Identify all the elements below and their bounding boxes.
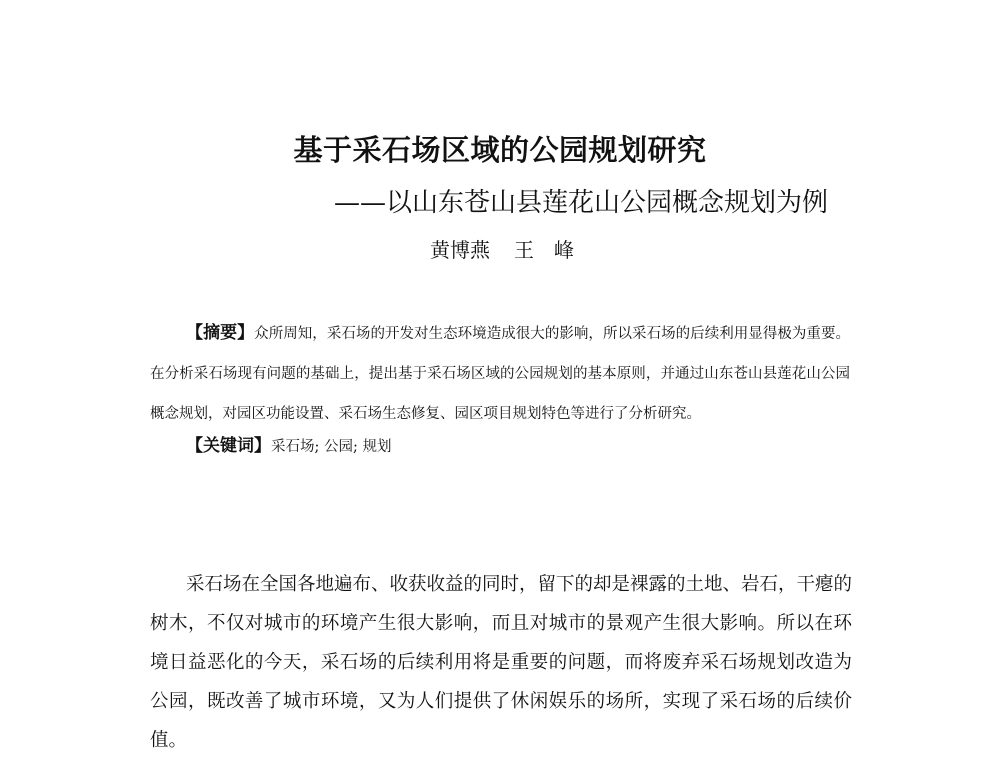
body-paragraph	[150, 565, 852, 760]
author-name: 王 峰	[514, 238, 574, 262]
paper-subtitle: ——以山东苍山县莲花山公园概念规划为例	[334, 188, 829, 218]
keywords	[150, 426, 850, 467]
abstract-text: 众所周知，采石场的开发对生态环境造成很大的影响，所以采石场的后续利用显得极为重要。在分析采石场现有问题的基础上，提出基于采石场区域的公园规划的基本原则，并通过山东苍山县莲花山公园概念规划，对园区功能设置、采石场生态修复、园区项目规划特色等进行了分析研究。	[150, 326, 851, 422]
paper-title: 基于采石场区域的公园规划研究	[293, 133, 707, 167]
author-name: 黄博燕	[430, 238, 490, 262]
abstract-label: 【摘要】	[186, 323, 255, 343]
keywords-label: 【关键词】	[186, 436, 271, 456]
abstract	[150, 313, 850, 434]
author-list	[430, 234, 574, 263]
keywords-text: 采石场; 公园; 规划	[271, 439, 392, 455]
body-paragraph-text: 采石场在全国各地遍布、收获收益的同时，留下的却是裸露的土地、岩石，干瘪的树木，不仅对城市的环境产生很大影响，而且对城市的景观产生很大影响。所以在环境日益恶化的今天，采石场的后续利用将是重要的问题，而将废弃采石场规划改造为公园，既改善了城市环境，又为人们提供了休闲娱乐的场所，实现了采石场的后续价值。	[150, 574, 853, 751]
